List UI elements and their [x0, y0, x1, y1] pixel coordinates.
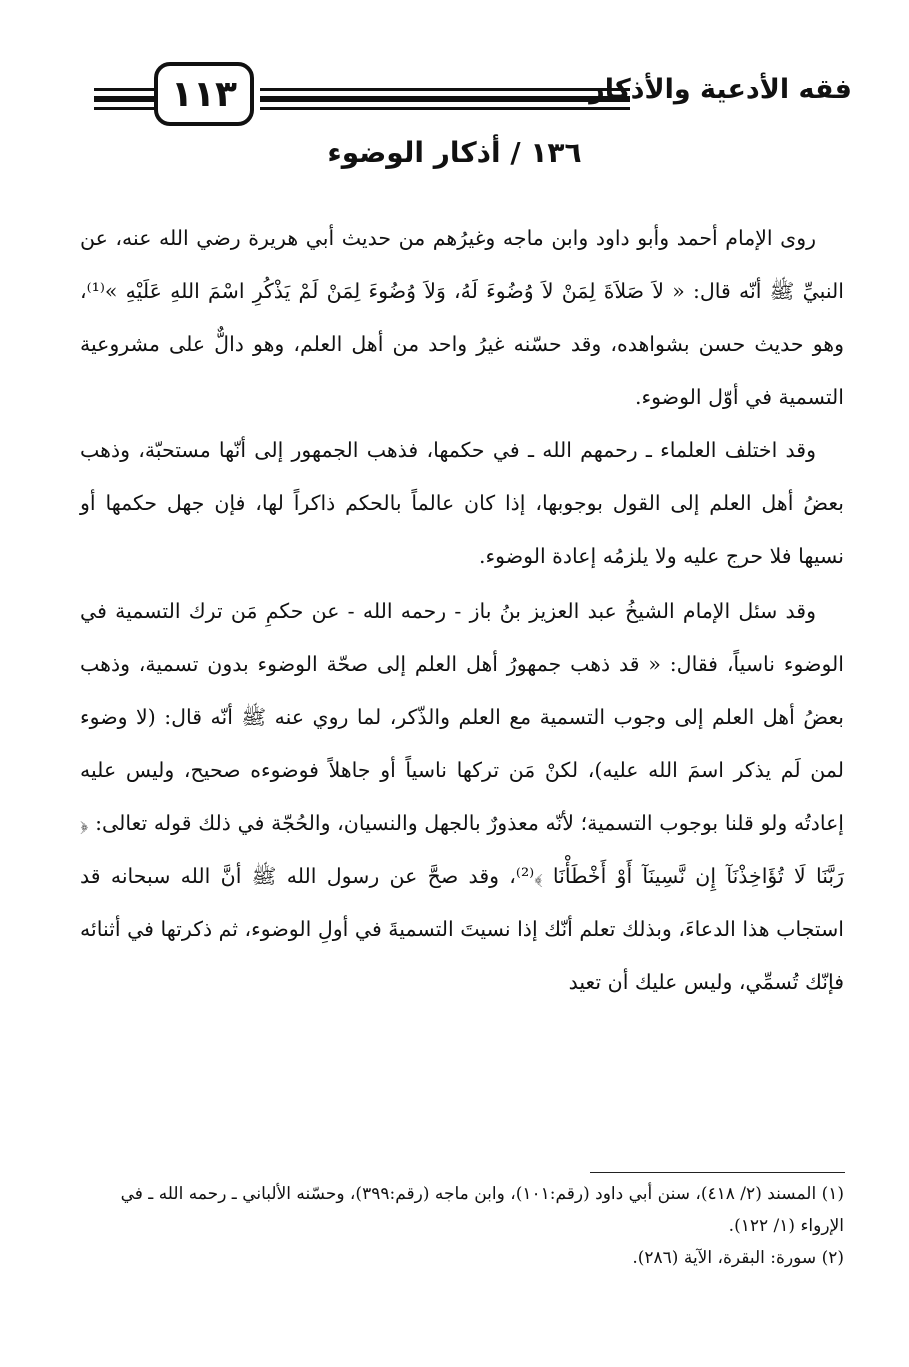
paragraph: روى الإمام أحمد وأبو داود وابن ماجه وغيرُهم من حديث أبي هريرة رضي الله عنه، عن النبيِّ ﷺ أنّه قال: « لاَ صَلاَةَ لِمَنْ لاَ وُضُوءَ لَهُ، وَلاَ وُضُوءَ لِمَنْ لَمْ يَذْكُرِ اسْمَ اللهِ عَلَيْهِ »⁽¹⁾، وهو حديث حسن بشواهده، وقد حسّنه غيرُ واحد من أهل العلم، وهو دالٌّ على مشروعية التسمية في أوّل الوضوء.: [80, 226, 844, 409]
header-rule: [260, 96, 630, 102]
footnote: (١) المسند (٢/ ٤١٨)، سنن أبي داود (رقم:١٠١)، وابن ماجه (رقم:٣٩٩)، وحسّنه الألباني ـ رحمه الله ـ في الإرواء (١/ ١٢٢).: [120, 1184, 844, 1236]
footnote: (٢) سورة: البقرة، الآية (٢٨٦).: [632, 1248, 844, 1268]
footnote-divider: [590, 1172, 845, 1173]
paragraph: وقد سئل الإمام الشيخُ عبد العزيز بنُ باز - رحمه الله - عن حكمِ مَن ترك التسمية في الوضوء ناسياً، فقال: « قد ذهب جمهورُ أهل العلم إلى صحّة الوضوء بدون تسمية، وذهب بعضُ أهل العلم إلى وجوب التسمية مع العلم والذّكر، لما روي عنه ﷺ أنّه قال: (لا وضوء لمن لَم يذكر اسمَ الله عليه)، لكنْ مَن تركها ناسياً أو جاهلاً فوضوءه صحيح، وليس عليه إعادتُه ولو قلنا بوجوب التسمية؛ لأنّه معذورٌ بالجهل والنسيان، والحُجّة في ذلك قوله تعالى: ﴿ رَبَّنَا لَا تُؤَاخِذْنَآ إِن نَّسِينَآ أَوْ أَخْطَأْنَا ﴾⁽²⁾، وقد صحَّ عن رسول الله ﷺ أنَّ الله سبحانه قد استجاب هذا الدعاءَ، وبذلك تعلم أنّك إذا نسيتَ التسميةَ في أولِ الوضوء، ثم ذكرتها في أثنائه فإنّك تُسمِّي، وليس عليك أن تعيد: [80, 599, 844, 994]
footnotes: [80, 1178, 844, 1274]
page-header: [72, 62, 852, 128]
page-number: ١١٣: [154, 62, 254, 126]
body-text: [80, 212, 844, 1009]
paragraph: وقد اختلف العلماء ـ رحمهم الله ـ في حكمها، فذهب الجمهور إلى أنّها مستحبّة، وذهب بعضُ أهل العلم إلى القول بوجوبها، إذا كان عالماً بالحكم ذاكراً لها، فإن جهل حكمها أو نسيها فلا حرج عليه ولا يلزمُه إعادة الوضوء.: [80, 438, 844, 568]
section-title: ١٣٦ / أذكار الوضوء: [327, 136, 582, 169]
header-rule: [260, 88, 630, 91]
running-title: فقه الأدعية والأذكار: [589, 74, 852, 105]
header-rule: [260, 107, 630, 110]
